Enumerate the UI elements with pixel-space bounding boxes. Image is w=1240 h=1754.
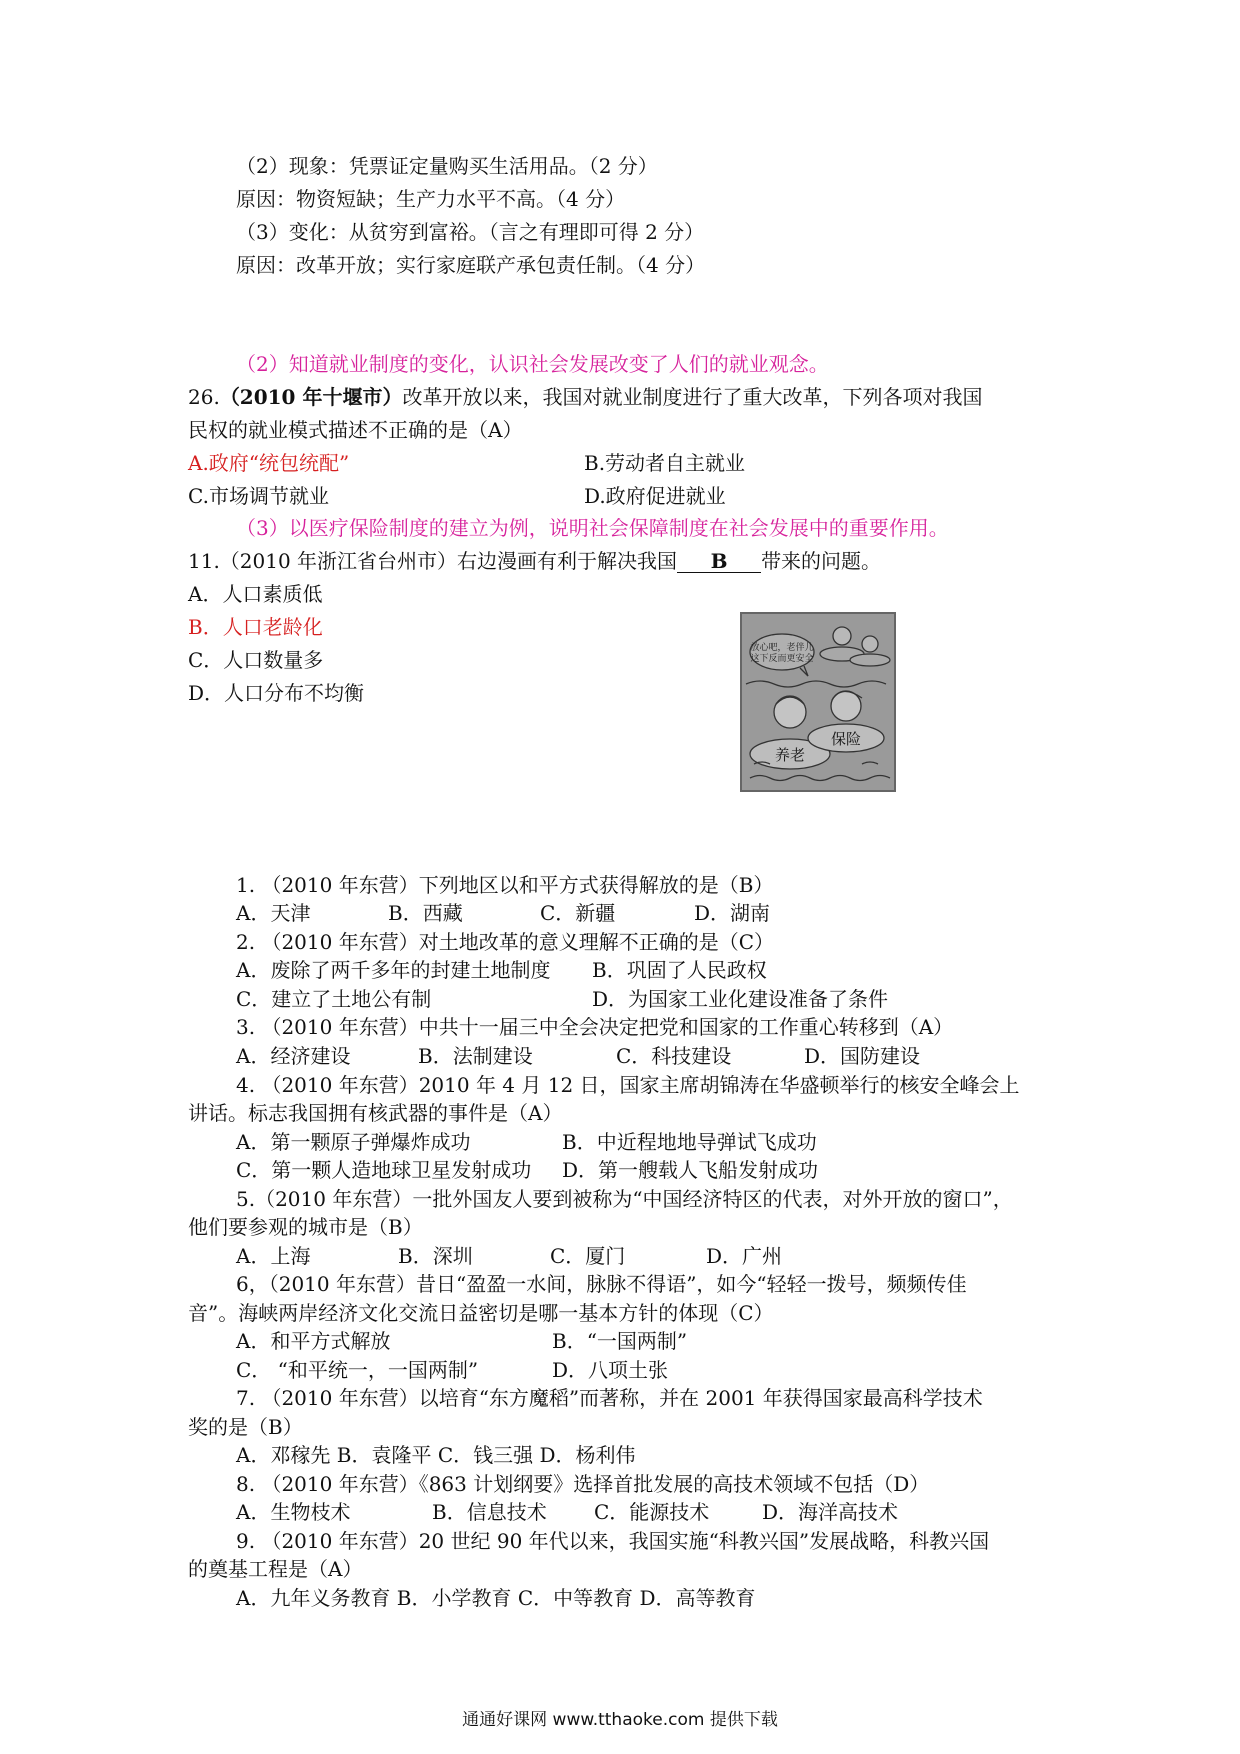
q6-option-d: D．八项土张 (552, 1358, 669, 1382)
page-footer: 通通好课网 www.tthaoke.com 提供下载 (462, 1710, 778, 1730)
q4-option-d: D．第一艘载人飞船发射成功 (562, 1158, 819, 1182)
q2-option-c: C．建立了土地公有制 (236, 987, 432, 1011)
q2-stem: 2. （2010 年东营）对土地改革的意义理解不正确的是（C） (236, 930, 774, 954)
q7-stem: 7. （2010 年东营）以培育“东方魔稻”而著称，并在 2001 年获得国家最高科学技术 (236, 1386, 983, 1410)
q3-option-b: B．法制建设 (418, 1044, 533, 1068)
q8-option-d: D．海洋高技术 (762, 1500, 899, 1524)
q26-option-c: C.市场调节就业 (188, 484, 329, 508)
answer-line-2: 原因：物资短缺；生产力水平不高。（4 分） (236, 187, 626, 211)
q11-text-end: 带来的问题。 (761, 549, 882, 573)
cartoon-bubble-text: 放心吧，老伴儿 (750, 643, 814, 653)
q11-option-b: B．人口老龄化 (188, 615, 323, 639)
cartoon-illustration (742, 614, 894, 790)
q4-option-a: A．第一颗原子弹爆炸成功 (236, 1130, 471, 1154)
q11-option-d: D．人口分布不均衡 (188, 681, 365, 705)
q8-option-a: A．生物枝术 (236, 1500, 351, 1524)
q11-option-a: A．人口素质低 (188, 582, 323, 606)
q26-option-d: D.政府促进就业 (584, 484, 726, 508)
cartoon-ring-label-insurance: 保险 (830, 730, 862, 748)
q11-stem (188, 547, 881, 575)
cartoon-bubble-text-2: 这下反而更安全 (750, 654, 814, 664)
q6-stem: 6，（2010 年东营）昔日“盈盈一水间，脉脉不得语”，如今“轻轻一拨号，频频传佳 (236, 1272, 967, 1296)
q26-number: 26. (188, 385, 220, 409)
q6-option-c: C． “和平统一，一国两制” (236, 1358, 479, 1382)
q3-option-a: A．经济建设 (236, 1044, 351, 1068)
q7-stem-2: 奖的是（B） (188, 1415, 303, 1439)
q4-option-c: C．第一颗人造地球卫星发射成功 (236, 1158, 532, 1182)
q2-option-a: A．废除了两千多年的封建土地制度 (236, 958, 551, 982)
q8-stem: 8. （2010 年东营）《863 计划纲要》选择首批发展的高技术领域不包括（D） (236, 1472, 930, 1496)
q5-stem-2: 他们要参观的城市是（B） (188, 1215, 423, 1239)
q5-stem: 5.（2010 年东营）一批外国友人要到被称为“中国经济特区的代表，对外开放的窗口”， (236, 1187, 1013, 1211)
cartoon-ring-label-pension: 养老 (774, 746, 806, 764)
q26-option-b: B.劳动者自主就业 (584, 451, 746, 475)
q11-answer-blank: B (677, 550, 761, 573)
q5-option-c: C．厦门 (550, 1244, 626, 1268)
answer-line-3: （3）变化：从贫穷到富裕。（言之有理即可得 2 分） (236, 220, 705, 244)
q26-line-2: 民权的就业模式描述不正确的是（A） (188, 418, 523, 442)
q6-stem-2: 音”。海峡两岸经济文化交流日益密切是哪一基本方针的体现（C） (188, 1301, 774, 1325)
q26-line-1 (188, 383, 982, 411)
q3-option-d: D．国防建设 (804, 1044, 921, 1068)
section-3-heading: （3）以医疗保险制度的建立为例，说明社会保障制度在社会发展中的重要作用。 (236, 516, 949, 540)
q9-stem: 9. （2010 年东营）20 世纪 90 年代以来，我国实施“科教兴国”发展战略，科教兴国 (236, 1529, 990, 1553)
q5-option-d: D．广州 (706, 1244, 783, 1268)
q1-stem: 1. （2010 年东营）下列地区以和平方式获得解放的是（B） (236, 873, 774, 897)
q3-option-c: C．科技建设 (616, 1044, 732, 1068)
q6-option-a: A．和平方式解放 (236, 1329, 391, 1353)
q2-option-d: D．为国家工业化建设准备了条件 (592, 987, 889, 1011)
q4-option-b: B．中近程地地导弹试飞成功 (562, 1130, 817, 1154)
q2-option-b: B．巩固了人民政权 (592, 958, 767, 982)
pension-insurance-cartoon (740, 612, 896, 792)
section-2-heading: （2）知道就业制度的变化，认识社会发展改变了人们的就业观念。 (236, 352, 829, 376)
q26-option-a: A.政府“统包统配” (188, 451, 350, 475)
q11-option-c: C．人口数量多 (188, 648, 324, 672)
q9-options: A．九年义务教育 B．小学教育 C．中等教育 D．高等教育 (236, 1586, 756, 1610)
q8-option-b: B．信息技术 (432, 1500, 547, 1524)
q4-stem: 4. （2010 年东营）2010 年 4 月 12 日，国家主席胡锦涛在华盛顿举行的核安全峰会上 (236, 1073, 1020, 1097)
q8-option-c: C．能源技术 (594, 1500, 710, 1524)
q1-option-b: B．西藏 (388, 901, 463, 925)
q1-option-d: D．湖南 (694, 901, 771, 925)
answer-line-4: 原因：改革开放；实行家庭联产承包责任制。（4 分） (236, 253, 706, 277)
q5-option-b: B．深圳 (398, 1244, 473, 1268)
q5-option-a: A．上海 (236, 1244, 311, 1268)
q9-stem-2: 的奠基工程是（A） (188, 1557, 363, 1581)
q1-option-a: A．天津 (236, 901, 311, 925)
q26-text: 改革开放以来，我国对就业制度进行了重大改革，下列各项对我国 (402, 385, 983, 409)
q7-options: A．邓稼先 B．袁隆平 C．钱三强 D．杨利伟 (236, 1443, 636, 1467)
q11-text: 11.（2010 年浙江省台州市）右边漫画有利于解决我国 (188, 549, 678, 573)
q3-stem: 3. （2010 年东营）中共十一届三中全会决定把党和国家的工作重心转移到（A） (236, 1015, 954, 1039)
q6-option-b: B．“一国两制” (552, 1329, 688, 1353)
q4-stem-2: 讲话。标志我国拥有核武器的事件是（A） (188, 1101, 563, 1125)
q1-option-c: C．新疆 (540, 901, 616, 925)
answer-line-1: （2）现象：凭票证定量购买生活用品。（2 分） (236, 154, 658, 178)
q26-source: （2010 年十堰市） (219, 385, 403, 409)
